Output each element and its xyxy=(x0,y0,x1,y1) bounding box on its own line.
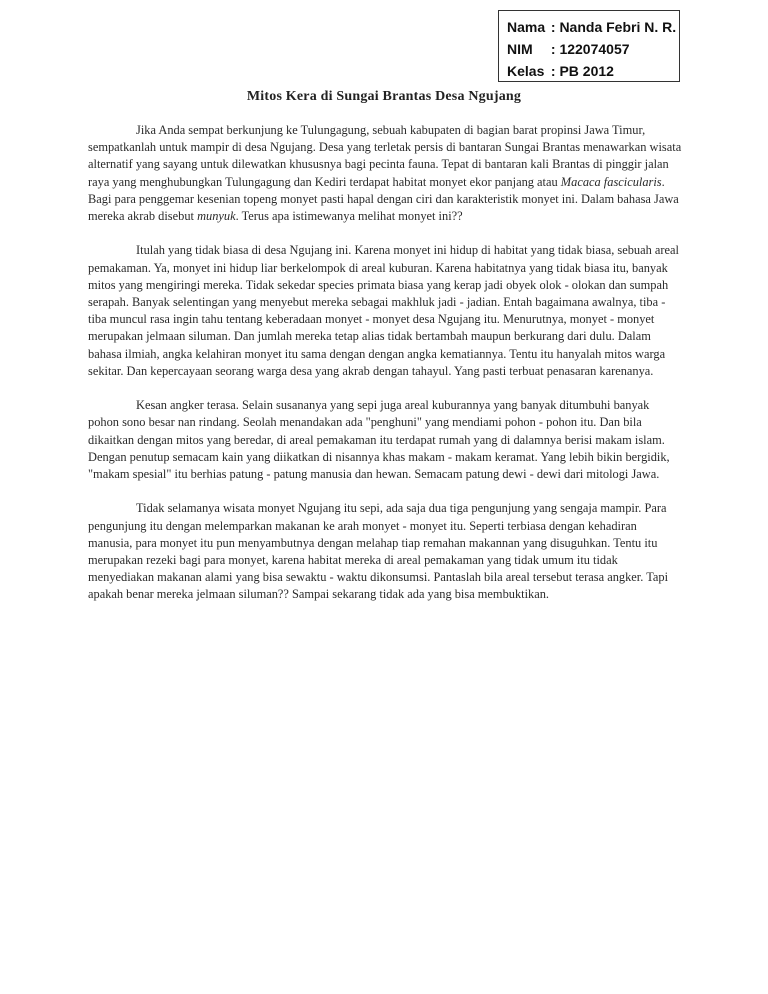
identity-label: Kelas xyxy=(507,63,545,79)
paragraph-text: . Bagi para penggemar kesenian topeng monyet pasti hapal dengan ciri dan karakteristik monyet ini. Dalam bahasa Jawa mereka akrab disebut xyxy=(88,174,679,224)
species-name: Macaca fascicularis xyxy=(560,174,662,189)
document-body xyxy=(88,122,682,621)
identity-row-nim xyxy=(507,38,679,60)
identity-value: : 122074057 xyxy=(550,41,630,57)
identity-label: NIM xyxy=(507,41,533,57)
document-title: Mitos Kera di Sungai Brantas Desa Ngujang xyxy=(246,89,522,104)
paragraph-1 xyxy=(88,122,682,225)
paragraph-3: Kesan angker terasa. Selain susananya yang sepi juga areal kuburannya yang banyak ditumbuhi banyak pohon sono besar nan rindang. Seolah menandakan ada "penghuni" yang mendiami pohon - pohon itu. Dan bila dikaitkan dengan mitos yang beredar, di areal pemakaman itu terdapat rumah yang di dalamnya berisi makam islam. Dengan penutup semacam kain yang diikatkan di nisannya khas makam - makam keramat. Yang lebih bikin bergidik, "makam spesial" itu berhias patung - patung manusia dan hewan. Semacam patung dewi - dewi dari mitologi Jawa. xyxy=(88,398,670,482)
paragraph-text: Jika Anda sempat berkunjung ke Tulungagung, sebuah kabupaten di bagian barat propinsi Jawa Timur, sempatkanlah untuk mampir di desa Ngujang. Desa yang terletak persis di bantaran Sungai Brantas menawarkan wisata alternatif yang sayang untuk dilewatkan khususnya bagi pecinta fauna. Tepat di bantaran kali Brantas di pinggir jalan raya yang menghubungkan Tulungagung dan Kediri terdapat habitat monyet ekor panjang atau xyxy=(88,123,682,189)
local-term: munyuk xyxy=(197,209,236,224)
identity-row-nama xyxy=(507,16,679,38)
paragraph-2: Itulah yang tidak biasa di desa Ngujang ini. Karena monyet ini hidup di habitat yang tidak biasa, sebuah areal pemakaman. Ya, monyet ini hidup liar berkelompok di areal kuburan. Karena habitatnya yang tidak biasa itu, banyak mitos yang mengiringi mereka. Tidak sekedar species primata biasa yang kerap jadi obyek olok - olokan dan sumpah serapah. Banyak selentingan yang menyebut mereka sebagai makhluk jadi - jadian. Entah bagaimana awalnya, tiba - tiba muncul rasa ingin tahu tentang keberadaan monyet - monyet desa Ngujang itu. Menurutnya, monyet - monyet merupakan jelmaan siluman. Dan jumlah mereka tetap alias tidak bertambah maupun berkurang dari dulu. Dalam bahasa ilmiah, angka kelahiran monyet itu sama dengan dengan angka kematiannya. Tentu itu hanyalah mitos warga sekitar. Dan kepercayaan seorang warga desa yang akrab dengan tahayul. Yang pasti terbuat penasaran karenanya. xyxy=(88,243,679,378)
paragraph-4: Tidak selamanya wisata monyet Ngujang itu sepi, ada saja dua tiga pengunjung yang sengaja mampir. Para pengunjung itu dengan melemparkan makanan ke arah monyet - monyet itu. Seperti terbiasa dengan kehadiran manusia, para monyet itu pun menyambutnya dengan melahap tiap remahan makannan yang disuguhkan. Tentu itu merupakan rezeki bagi para monyet, karena habitat mereka di areal pemakaman yang tidak umum itu tidak menyediakan makanan alami yang bisa sewaktu - waktu dikonsumsi. Pantaslah bila areal tersebut terasa angker. Tapi apakah benar mereka jelmaan siluman?? Sampai sekarang tidak ada yang bisa membuktikan. xyxy=(88,501,669,602)
paragraph-text: . Terus apa istimewanya melihat monyet ini?? xyxy=(235,209,463,224)
identity-value: : PB 2012 xyxy=(550,63,614,79)
student-identity-box xyxy=(498,10,680,82)
identity-value: : Nanda Febri N. R. xyxy=(550,19,677,35)
identity-row-kelas xyxy=(507,60,679,82)
identity-label: Nama xyxy=(507,19,546,35)
